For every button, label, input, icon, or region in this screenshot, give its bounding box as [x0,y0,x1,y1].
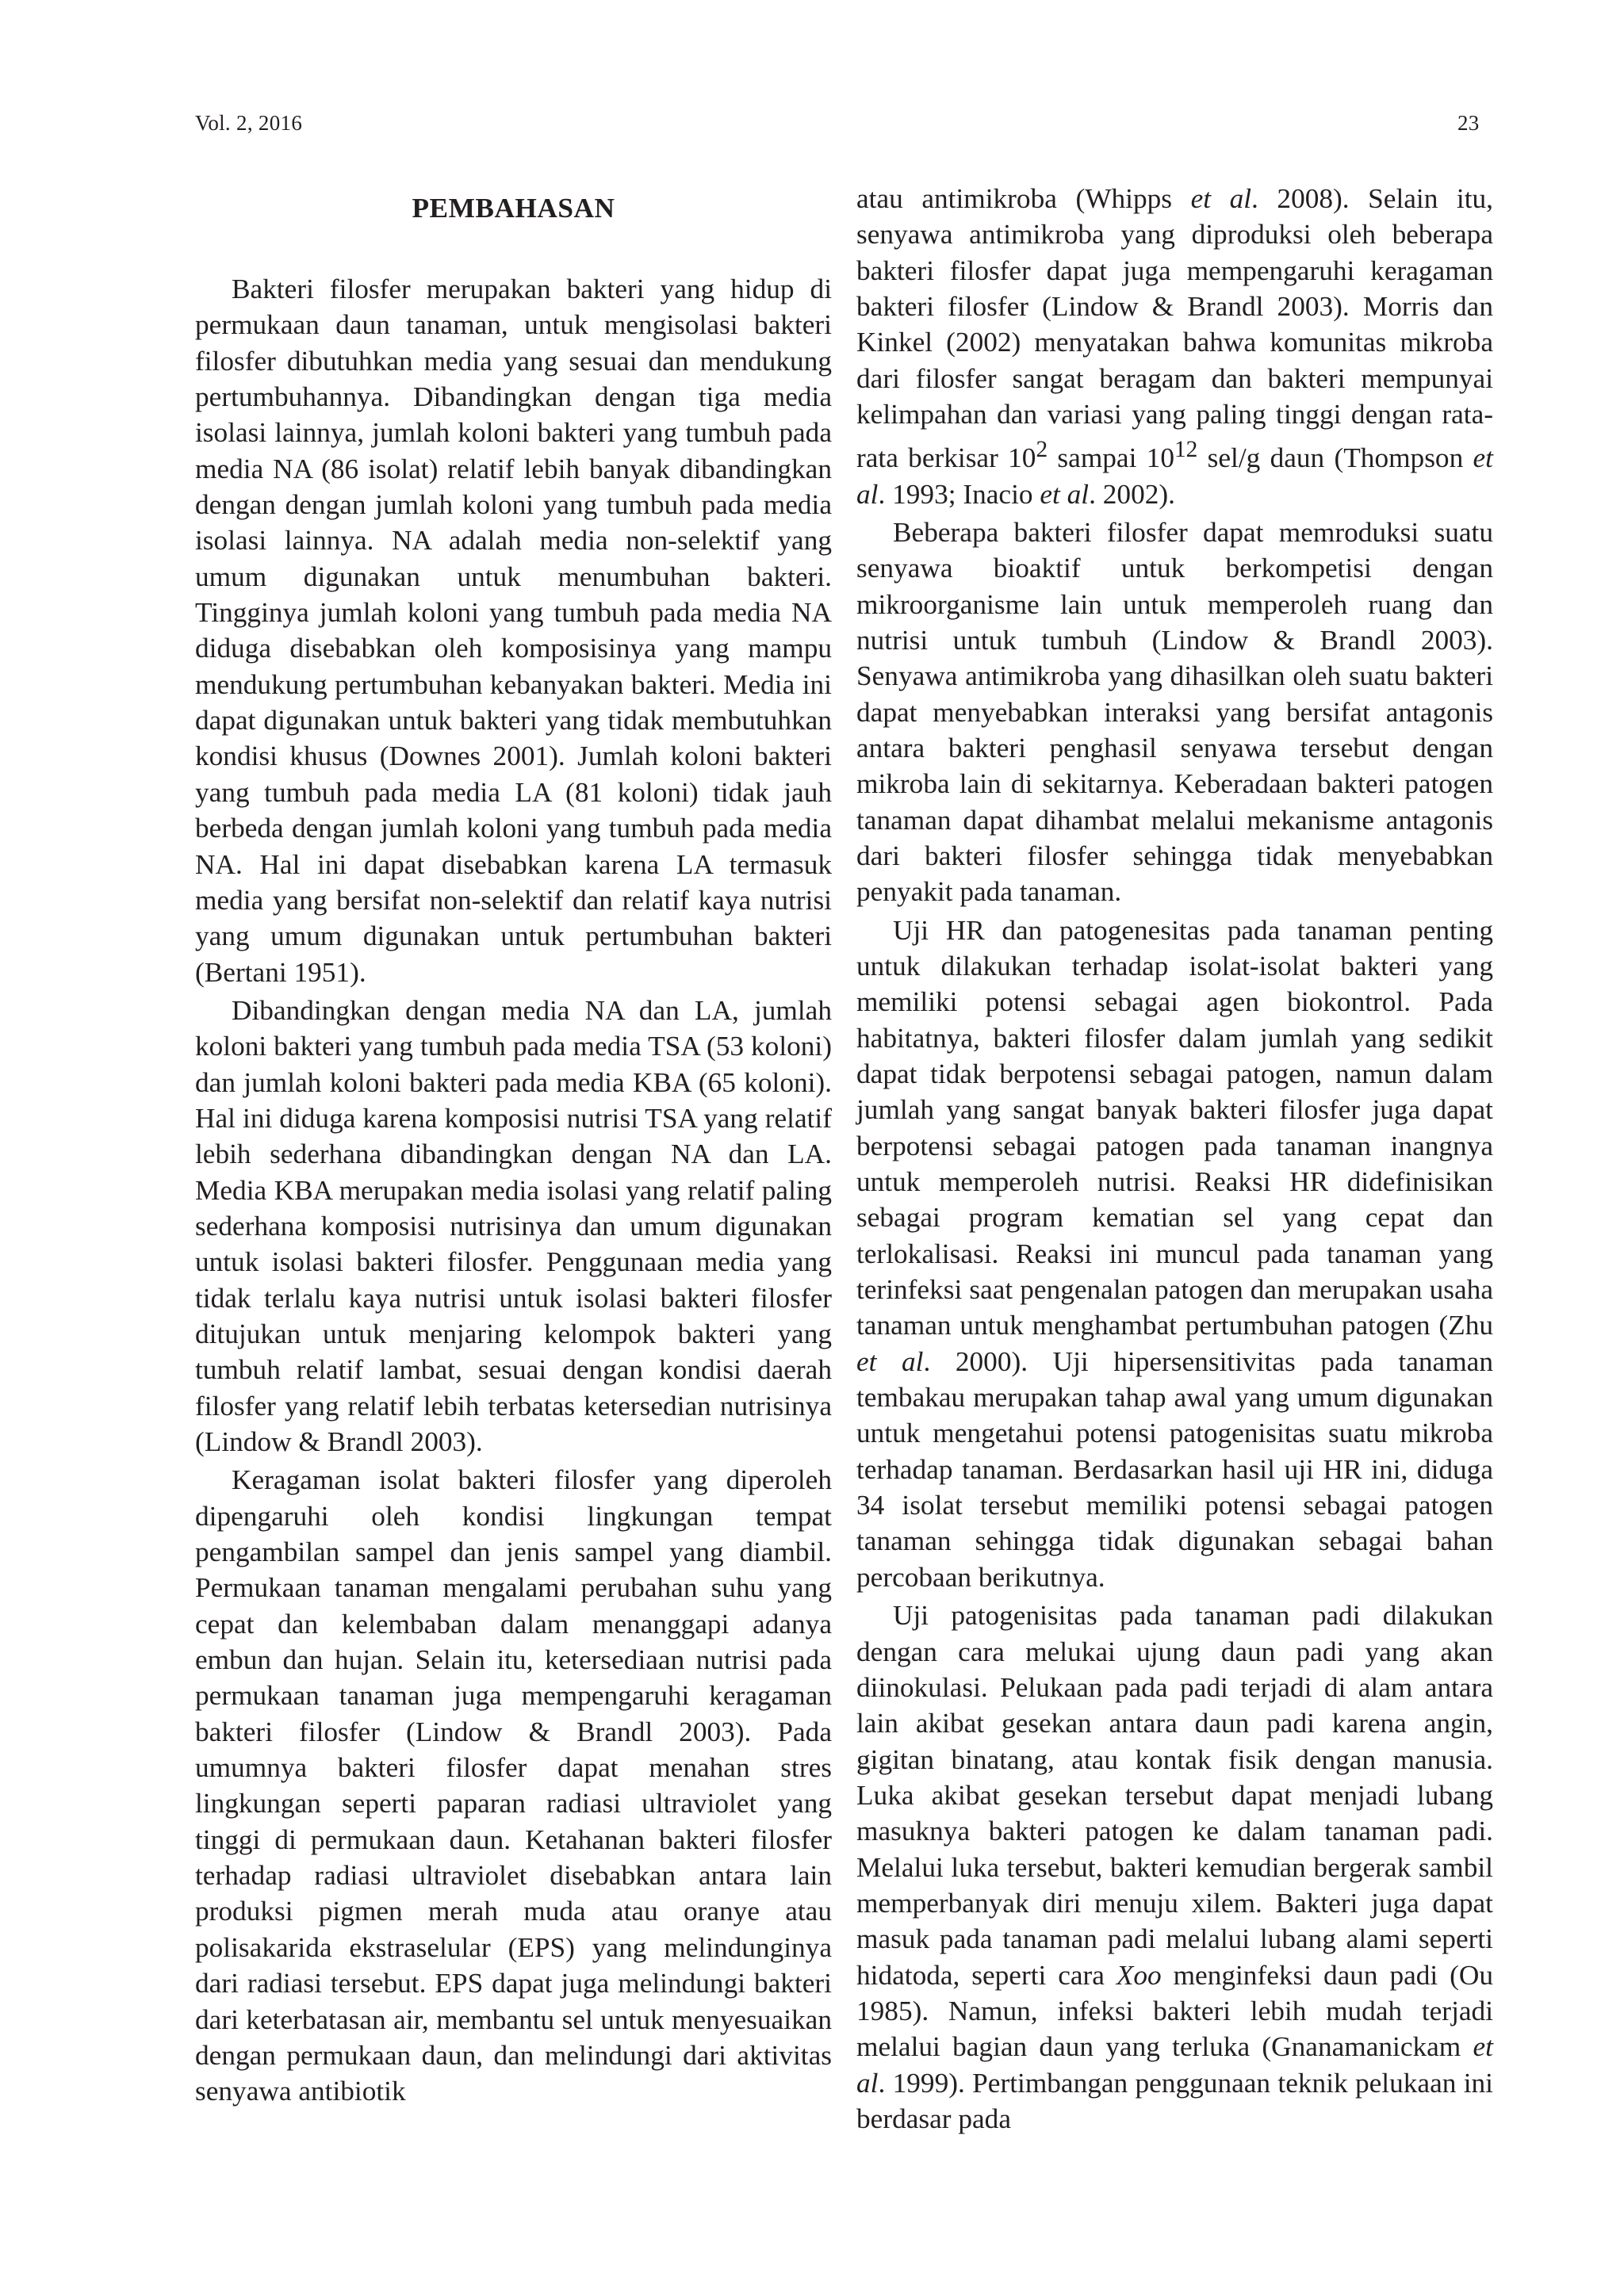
right-column [856,181,1493,2137]
paragraph-2: Dibandingkan dengan media NA dan LA, jumlah koloni bakteri yang tumbuh pada media TSA (53 koloni) dan jumlah koloni bakteri pada media KBA (65 koloni). Hal ini diduga karena komposisi nutrisi TSA yang relatif lebih sederhana dibandingkan dengan NA dan LA. Media KBA merupakan media isolasi yang relatif paling sederhana komposisi nutrisinya dan umum digunakan untuk isolasi bakteri filosfer. Penggunaan media yang tidak terlalu kaya nutrisi untuk isolasi bakteri filosfer ditujukan untuk menjaring kelompok bakteri yang tumbuh relatif lambat, sesuai dengan kondisi daerah filosfer yang relatif lebih terbatas ketersedian nutrisinya (Lindow & Brandl 2003). [195,994,832,1457]
volume-label: Vol. 2, 2016 [195,111,303,135]
paragraph-1: Bakteri filosfer merupakan bakteri yang hidup di permukaan daun tanaman, untuk mengisolasi bakteri filosfer dibutuhkan media yang sesuai dan mendukung pertumbuhannya. Dibandingkan dengan tiga media isolasi lainnya, jumlah koloni bakteri yang tumbuh pada media NA (86 isolat) relatif lebih banyak dibandingkan dengan dengan jumlah koloni yang tumbuh pada media isolasi lainnya. NA adalah media non-selektif yang umum digunakan untuk menumbuhan bakteri. Tingginya jumlah koloni yang tumbuh pada media NA diduga disebabkan oleh komposisinya yang mampu mendukung pertumbuhan kebanyakan bakteri. Media ini dapat digunakan untuk bakteri yang tidak membutuhkan kondisi khusus (Downes 2001). Jumlah koloni bakteri yang tumbuh pada media LA (81 koloni) tidak jauh berbeda dengan jumlah koloni yang tumbuh pada media NA. Hal ini dapat disebabkan karena LA termasuk media yang bersifat non-selektif dan relatif kaya nutrisi yang umum digunakan untuk pertumbuhan bakteri (Bertani 1951). [195,274,832,988]
italic-species-name: Xoo [1116,1959,1162,1991]
paragraph-7: Uji patogenisitas pada tanaman padi dilakukan dengan cara melukai ujung daun padi yang akan diinokulasi. Pelukaan pada padi terjadi di alam antara lain akibat gesekan antara daun padi karena angin, gigitan binatang, atau kontak fisik dengan manusia. Luka akibat gesekan tersebut dapat menjadi lubang masuknya bakteri patogen ke dalam tanaman padi. Melalui luka tersebut, bakteri kemudian bergerak sambil memperbanyak diri menuju xilem. Bakteri juga dapat masuk pada tanaman padi melalui lubang alami seperti hidatoda, seperti cara Xoo menginfeksi daun padi (Ou 1985). Namun, infeksi bakteri lebih mudah terjadi melalui bagian daun yang terluka (Gnanamanickam et al. 1999). Pertimbangan penggunaan teknik pelukaan ini berdasar pada [856,1600,1493,2134]
paragraph-6: Uji HR dan patogenesitas pada tanaman penting untuk dilakukan terhadap isolat-isolat bakteri yang memiliki potensi sebagai agen biokontrol. Pada habitatnya, bakteri filosfer dalam jumlah yang sedikit dapat tidak berpotensi sebagai patogen, namun dalam jumlah yang sangat banyak bakteri filosfer juga dapat berpotensi sebagai patogen pada tanaman inangnya untuk memperoleh nutrisi. Reaksi HR didefinisikan sebagai program kematian sel yang cepat dan terlokalisasi. Reaksi ini muncul pada tanaman yang terinfeksi saat pengenalan patogen dan merupakan usaha tanaman untuk menghambat pertumbuhan patogen (Zhu et al. 2000). Uji hipersensitivitas pada tanaman tembakau merupakan tahap awal yang umum digunakan untuk mengetahui potensi patogenisitas suatu mikroba terhadap tanaman. Berdasarkan hasil uji HR ini, diduga 34 isolat tersebut memiliki potensi sebagai patogen tanaman sehingga tidak digunakan sebagai bahan percobaan berikutnya. [856,914,1493,1593]
paragraph-continued: atau antimikroba (Whipps et al. 2008). Selain itu, senyawa antimikroba yang diproduksi oleh beberapa bakteri filosfer dapat juga mempengaruhi keragaman bakteri filosfer (Lindow & Brandl 2003). Morris dan Kinkel (2002) menyatakan bahwa komunitas mikroba dari filosfer sangat beragam dan bakteri mempunyai kelimpahan dan variasi yang paling tinggi dengan rata-rata berkisar $10^2$ sampai $10^{12}$ sel/g daun (Thompson et al. 1993; Inacio et al. 2002). [856,183,1494,510]
italic-et-al: et al [856,1345,924,1377]
italic-et-al: et al [856,442,1493,510]
superscript-exponent: 2 [1036,437,1048,463]
left-column [195,181,832,2110]
page-number: 23 [1457,111,1480,135]
paragraph-5: Beberapa bakteri filosfer dapat memroduksi suatu senyawa bioaktif untuk berkompetisi dengan mikroorganisme lain untuk memperoleh ruang dan nutrisi untuk tumbuh (Lindow & Brandl 2003). Senyawa antimikroba yang dihasilkan oleh suatu bakteri dapat menyebabkan interaksi yang bersifat antagonis antara bakteri penghasil senyawa tersebut dengan mikroba lain di sekitarnya. Keberadaan bakteri patogen tanaman dapat dihambat melalui mekanisme antagonis dari bakteri filosfer sehingga tidak menyebabkan penyakit pada tanaman. [856,516,1493,908]
superscript-exponent: 12 [1174,437,1198,463]
section-heading: PEMBAHASAN [412,193,615,224]
italic-et-al: et al [1190,183,1252,214]
paragraph-3: Keragaman isolat bakteri filosfer yang diperoleh dipengaruhi oleh kondisi lingkungan tempat pengambilan sampel dan jenis sampel yang diambil. Permukaan tanaman mengalami perubahan suhu yang cepat dan kelembaban dalam menanggapi adanya embun dan hujan. Selain itu, ketersediaan nutrisi pada permukaan tanaman juga mempengaruhi keragaman bakteri filosfer (Lindow & Brandl 2003). Pada umumnya bakteri filosfer dapat menahan stres lingkungan seperti paparan radiasi ultraviolet yang tinggi di permukaan daun. Ketahanan bakteri filosfer terhadap radiasi ultraviolet disebabkan antara lain produksi pigmen merah muda atau oranye atau polisakarida ekstraselular (EPS) yang melindunginya dari radiasi tersebut. EPS dapat juga melindungi bakteri dari keterbatasan air, membantu sel untuk menyesuaikan dengan permukaan daun, dan melindungi dari aktivitas senyawa antibiotik [195,1464,832,2107]
italic-et-al: et al [1040,478,1090,510]
italic-et-al: et al [856,2031,1493,2099]
